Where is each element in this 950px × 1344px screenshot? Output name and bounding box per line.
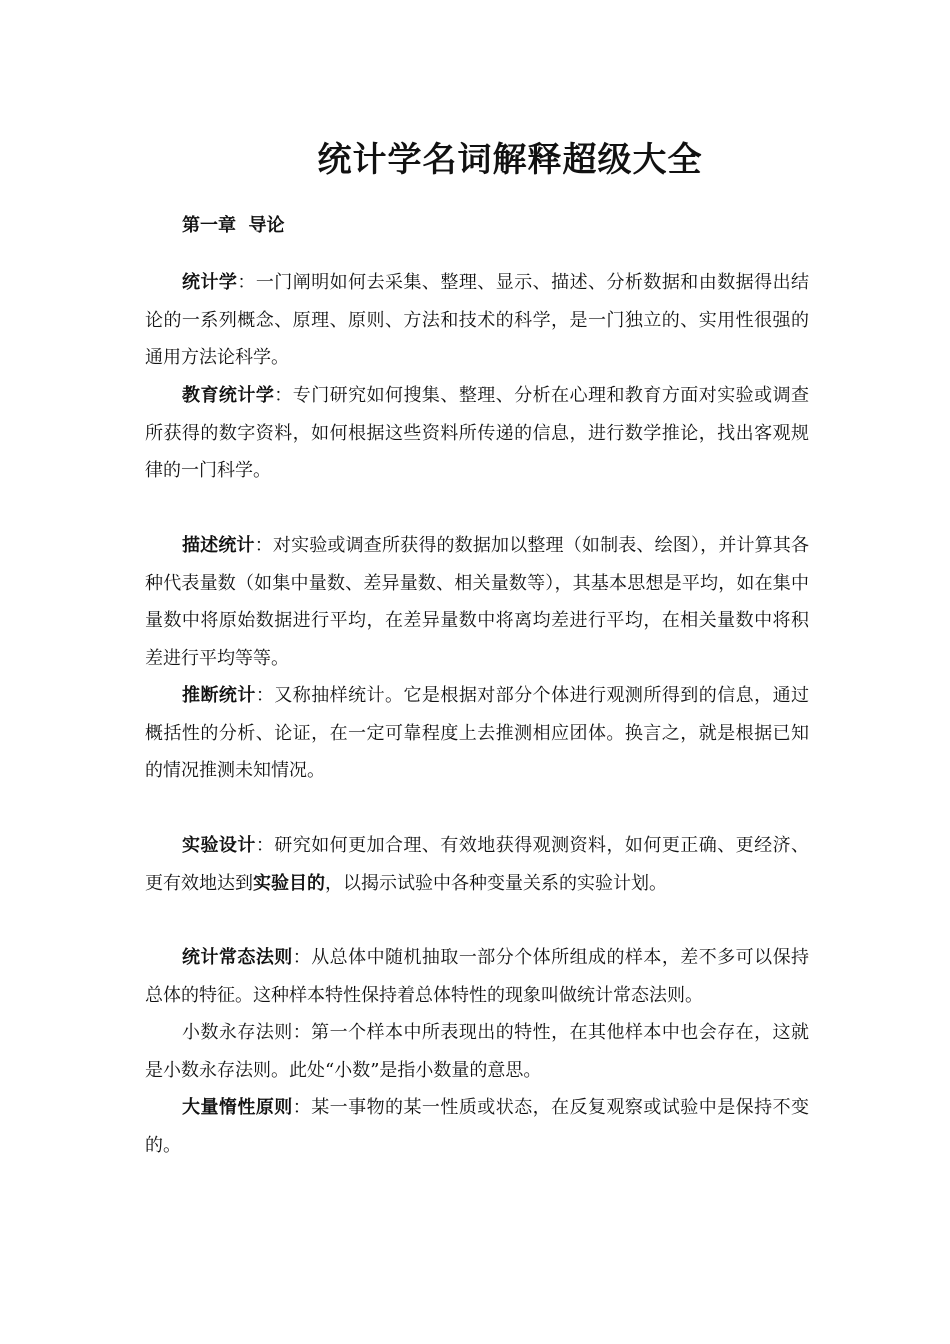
definition-paragraph-experimental-design	[145, 827, 809, 902]
definition-paragraph-statistical-normal-law	[145, 939, 809, 1014]
term-inertia-principle: 大量惰性原则	[182, 1097, 293, 1118]
definition-text: 专门研究如何搜集、整理、分析在心理和教育方面对实验或调查所获得的数字资料，如何根据这些资料所传递的信息，进行数学推论，找出客观规律的一门科学。	[145, 385, 810, 481]
term-statistics: 统计学	[182, 272, 238, 293]
term-separator: ：	[254, 535, 273, 556]
term-separator: ：	[292, 947, 312, 968]
document-title: 统计学名词解释超级大全	[317, 140, 703, 180]
definition-paragraph-inertia-principle	[145, 1089, 809, 1164]
term-separator: ：	[255, 685, 275, 706]
definition-text: 某一事物的某一性质或状态，在反复观察或试验中是保持不变的。	[145, 1097, 810, 1156]
definition-paragraph-educational-statistics	[145, 377, 809, 490]
definition-paragraph-inferential-statistics	[145, 677, 809, 790]
definition-text-continued: ，以揭示试验中各种变量关系的实验计划。	[325, 872, 667, 894]
definition-text: 研究如何更加合理、有效地获得观测资料，如何更正确、更经济、更有效地达到	[145, 835, 810, 894]
definition-paragraph-small-numbers-law	[145, 1014, 809, 1089]
definition-paragraph-statistics	[145, 264, 809, 377]
term-separator: ：	[237, 272, 256, 293]
term-educational-statistics: 教育统计学	[182, 385, 275, 406]
term-separator: ：	[255, 835, 275, 856]
term-statistical-normal-law: 统计常态法则	[182, 947, 293, 968]
definition-text: 一门阐明如何去采集、整理、显示、描述、分析数据和由数据得出结论的一系列概念、原理、原则、方法和技术的科学，是一门独立的、实用性很强的通用方法论科学。	[145, 272, 810, 368]
inline-bold-term: 实验目的	[253, 872, 325, 894]
term-separator: ：	[292, 1097, 312, 1118]
definition-text: 从总体中随机抽取一部分个体所组成的样本，差不多可以保持总体的特征。这种样本特性保持着总体特性的现象叫做统计常态法则。	[145, 947, 810, 1006]
definition-text: 又称抽样统计。它是根据对部分个体进行观测所得到的信息，通过概括性的分析、论证，在一定可靠程度上去推测相应团体。换言之，就是根据已知的情况推测未知情况。	[145, 685, 810, 781]
term-experimental-design: 实验设计	[182, 835, 256, 856]
term-inferential-statistics: 推断统计	[182, 685, 256, 706]
term-separator: ：	[274, 385, 293, 406]
definition-text: 小数永存法则：第一个样本中所表现出的特性，在其他样本中也会存在，这就是小数永存法则。此处“小数”是指小数量的意思。	[145, 1022, 809, 1081]
definition-text: 对实验或调查所获得的数据加以整理（如制表、绘图），并计算其各种代表量数（如集中量数、差异量数、相关量数等），其基本思想是平均，如在集中量数中将原始数据进行平均，在差异量数中将离均差进行平均，在相关量数中将积差进行平均等等。	[145, 535, 810, 669]
definition-paragraph-descriptive-statistics	[145, 527, 809, 677]
chapter-heading: 第一章 导论	[182, 215, 285, 236]
term-descriptive-statistics: 描述统计	[182, 535, 255, 556]
